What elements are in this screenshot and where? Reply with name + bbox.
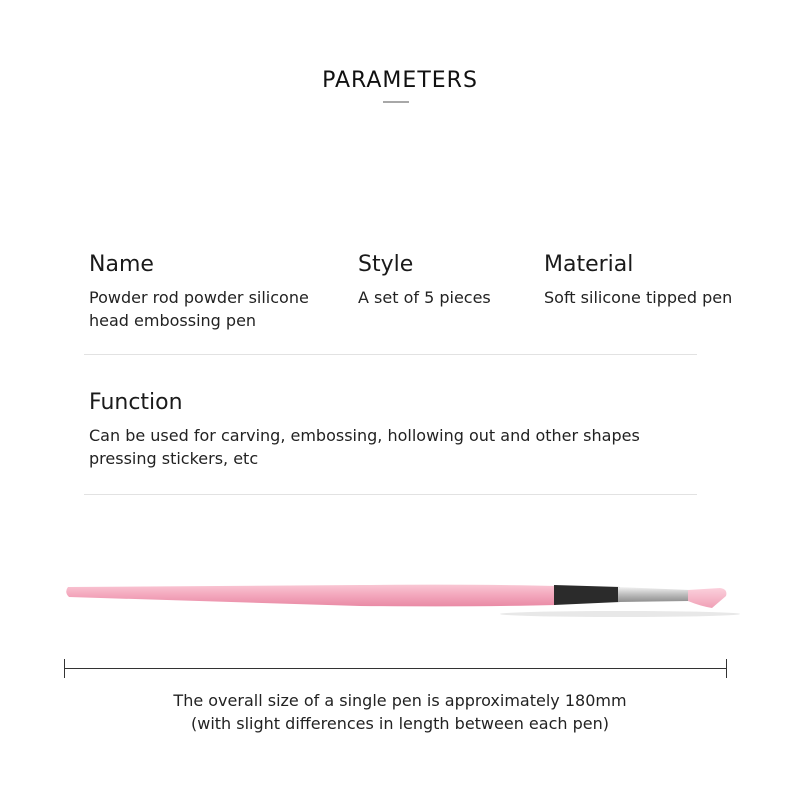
name-value-line1: Powder rod powder silicone <box>89 288 309 307</box>
material-value: Soft silicone tipped pen <box>544 288 733 307</box>
function-value-line2: pressing stickers, etc <box>89 449 259 468</box>
dimension-tick-right <box>726 659 727 678</box>
title-underline <box>383 101 409 103</box>
page-title: PARAMETERS <box>322 68 478 93</box>
pen-body <box>66 585 556 607</box>
material-label: Material <box>544 252 634 277</box>
size-note-line1: The overall size of a single pen is approximately 180mm <box>173 691 627 710</box>
name-label: Name <box>89 252 154 277</box>
divider-2 <box>84 494 697 495</box>
style-value: A set of 5 pieces <box>358 288 491 307</box>
style-label: Style <box>358 252 414 277</box>
size-note-line2: (with slight differences in length between each pen) <box>191 714 609 733</box>
divider-1 <box>84 354 697 355</box>
function-label: Function <box>89 390 183 415</box>
function-value-line1: Can be used for carving, embossing, hollowing out and other shapes <box>89 426 640 445</box>
dimension-line <box>64 668 726 669</box>
pen-shadow <box>500 611 740 617</box>
pen-neck <box>554 585 620 605</box>
name-value-line2: head embossing pen <box>89 311 257 330</box>
pen-illustration <box>60 570 750 620</box>
pen-tip <box>688 588 726 608</box>
pen-ferrule <box>618 587 690 602</box>
